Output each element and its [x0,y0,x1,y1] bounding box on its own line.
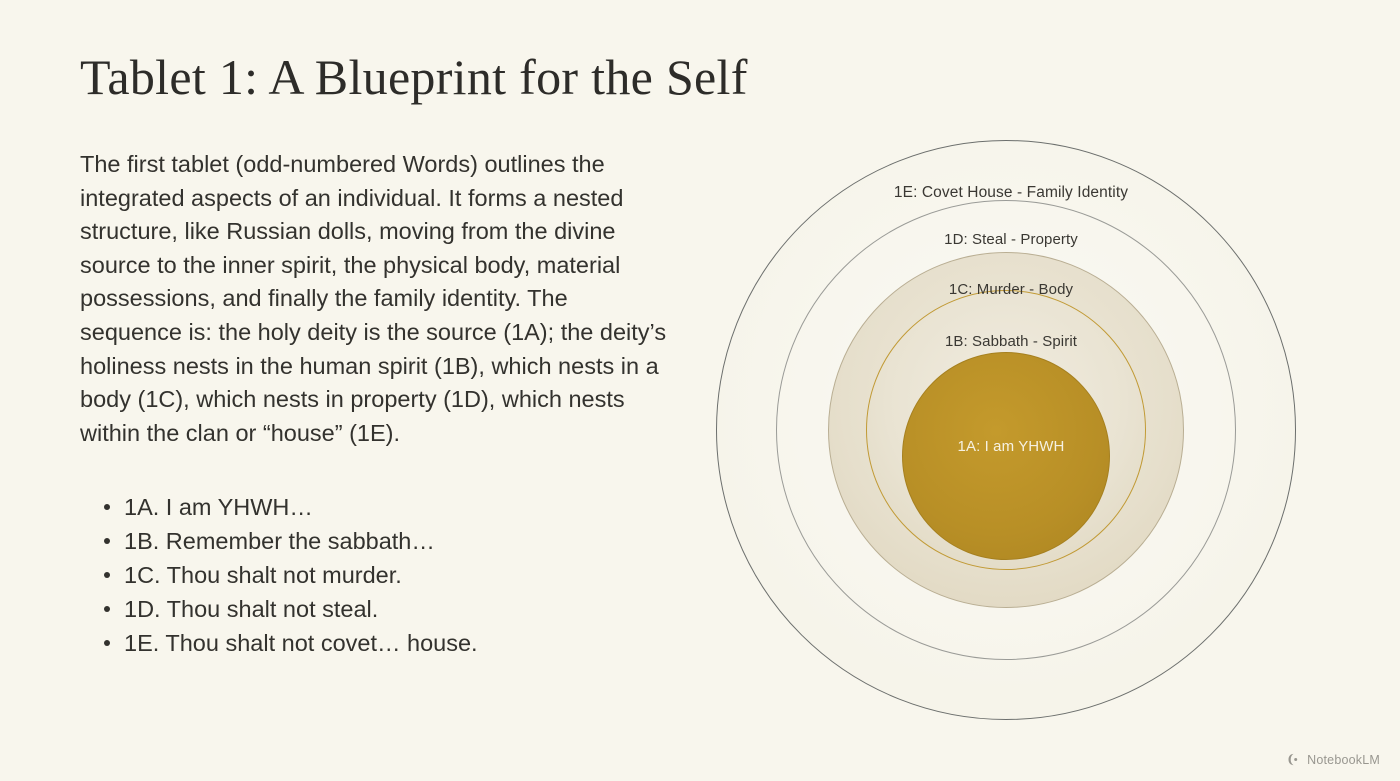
list-item: 1A. I am YHWH… [102,490,680,524]
watermark [1286,752,1380,767]
ring-label-1b: 1B: Sabbath - Spirit [944,333,1078,350]
ring-label-1a: 1A: I am YHWH [957,438,1065,455]
list-item: 1C. Thou shalt not murder. [102,558,680,592]
ring-label-1d: 1D: Steal - Property [944,231,1078,248]
list-item: 1B. Remember the sabbath… [102,524,680,558]
notebooklm-logo-icon [1286,752,1301,767]
commandment-list [80,490,680,660]
body-paragraph: The first tablet (odd-numbered Words) outlines the integrated aspects of an individual. It forms a nested structure, like Russian dolls, moving from the divine source to the inner spirit, the physical body, material possessions, and finally the family identity. The sequence is: the holy deity is the source (1A); the deity’s holiness nests in the human spirit (1B), which nests in a body (1C), which nests in property (1D), which nests within the clan or “house” (1E). [80,151,667,446]
page-title: Tablet 1: A Blueprint for the Self [80,49,748,105]
ring-label-1e: 1E: Covet House - Family Identity [893,184,1129,201]
text-column [80,148,680,660]
ring-label-1c: 1C: Murder - Body [948,281,1074,298]
list-item: 1E. Thou shalt not covet… house. [102,626,680,660]
nested-circles-diagram [716,140,1306,730]
list-item: 1D. Thou shalt not steal. [102,592,680,626]
ring-1a-core [902,352,1110,560]
watermark-label: NotebookLM [1307,752,1380,767]
